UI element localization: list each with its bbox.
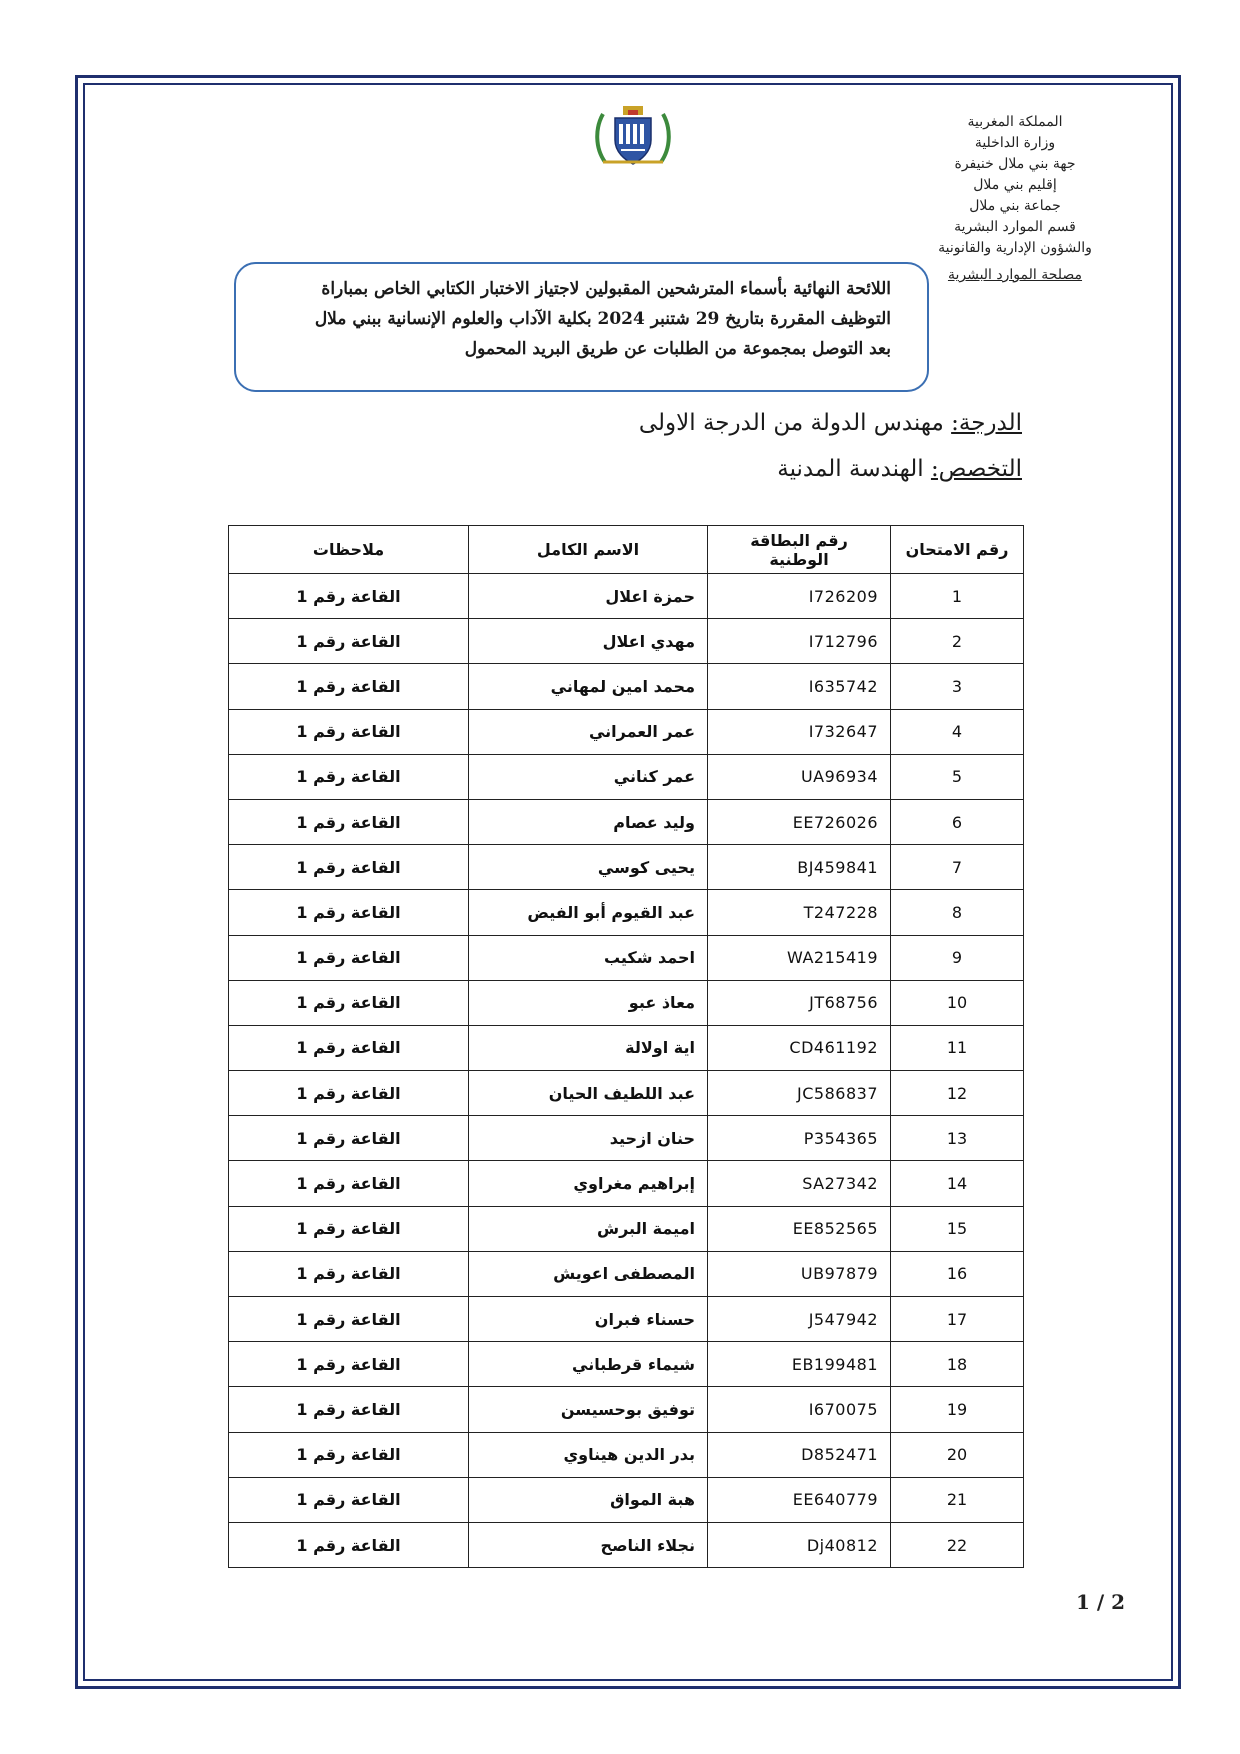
cell-notes: القاعة رقم 1	[229, 1116, 469, 1161]
header-line-commune: جماعة بني ملال	[969, 198, 1061, 214]
cell-exam-number: 21	[891, 1477, 1024, 1522]
document-title-box	[234, 262, 929, 392]
cell-full-name: حمزة اعلال	[469, 574, 708, 619]
cell-national-id: EE640779	[708, 1477, 891, 1522]
cell-full-name: عمر العمراني	[469, 709, 708, 754]
cell-exam-number: 9	[891, 935, 1024, 980]
cell-full-name: اية اولالة	[469, 1025, 708, 1070]
title-line-1: اللائحة النهائية بأسماء المترشحين المقبولين لاجتياز الاختبار الكتابي الخاص بمباراة	[321, 279, 891, 299]
header-notes: ملاحظات	[229, 526, 469, 574]
cell-national-id: I732647	[708, 709, 891, 754]
cell-full-name: مهدي اعلال	[469, 619, 708, 664]
table-row	[229, 664, 1024, 709]
header-service: مصلحة الموارد البشرية	[947, 267, 1083, 283]
cell-notes: القاعة رقم 1	[229, 845, 469, 890]
cell-national-id: EB199481	[708, 1342, 891, 1387]
table-row	[229, 1432, 1024, 1477]
grade-value: مهندس الدولة من الدرجة الاولى	[638, 410, 944, 436]
table-row	[229, 1477, 1024, 1522]
cell-exam-number: 18	[891, 1342, 1024, 1387]
cell-notes: القاعة رقم 1	[229, 709, 469, 754]
table-row	[229, 1522, 1024, 1567]
table-row	[229, 1206, 1024, 1251]
cell-full-name: حنان ازحيد	[469, 1116, 708, 1161]
table-row	[229, 619, 1024, 664]
cell-exam-number: 19	[891, 1387, 1024, 1432]
cell-notes: القاعة رقم 1	[229, 1297, 469, 1342]
cell-exam-number: 15	[891, 1206, 1024, 1251]
cell-notes: القاعة رقم 1	[229, 799, 469, 844]
cell-notes: القاعة رقم 1	[229, 1387, 469, 1432]
cell-full-name: معاذ عبو	[469, 980, 708, 1025]
header-line-ministry: وزارة الداخلية	[974, 135, 1056, 151]
cell-exam-number: 12	[891, 1071, 1024, 1116]
cell-national-id: JT68756	[708, 980, 891, 1025]
cell-notes: القاعة رقم 1	[229, 890, 469, 935]
cell-exam-number: 22	[891, 1522, 1024, 1567]
cell-national-id: WA215419	[708, 935, 891, 980]
cell-exam-number: 13	[891, 1116, 1024, 1161]
administration-header	[900, 112, 1130, 286]
cell-national-id: Dj40812	[708, 1522, 891, 1567]
table-row	[229, 935, 1024, 980]
cell-notes: القاعة رقم 1	[229, 754, 469, 799]
speciality-line	[777, 456, 1022, 482]
table-body	[229, 574, 1024, 1568]
cell-notes: القاعة رقم 1	[229, 1522, 469, 1567]
cell-national-id: T247228	[708, 890, 891, 935]
cell-national-id: D852471	[708, 1432, 891, 1477]
cell-full-name: اميمة البرش	[469, 1206, 708, 1251]
header-exam-number: رقم الامتحان	[891, 526, 1024, 574]
cell-national-id: CD461192	[708, 1025, 891, 1070]
table-row	[229, 890, 1024, 935]
cell-notes: القاعة رقم 1	[229, 980, 469, 1025]
cell-full-name: عمر كناني	[469, 754, 708, 799]
cell-notes: القاعة رقم 1	[229, 664, 469, 709]
cell-notes: القاعة رقم 1	[229, 935, 469, 980]
table-row	[229, 574, 1024, 619]
cell-full-name: حسناء فبران	[469, 1297, 708, 1342]
cell-full-name: وليد عصام	[469, 799, 708, 844]
cell-full-name: يحيى كوسي	[469, 845, 708, 890]
cell-exam-number: 2	[891, 619, 1024, 664]
cell-national-id: EE726026	[708, 799, 891, 844]
header-line-division: قسم الموارد البشرية	[954, 219, 1076, 235]
cell-notes: القاعة رقم 1	[229, 1432, 469, 1477]
table-row	[229, 709, 1024, 754]
cell-exam-number: 16	[891, 1251, 1024, 1296]
cell-notes: القاعة رقم 1	[229, 619, 469, 664]
cell-national-id: UB97879	[708, 1251, 891, 1296]
cell-notes: القاعة رقم 1	[229, 1161, 469, 1206]
cell-exam-number: 14	[891, 1161, 1024, 1206]
table-row	[229, 1025, 1024, 1070]
cell-full-name: محمد امين لمهاني	[469, 664, 708, 709]
cell-notes: القاعة رقم 1	[229, 1477, 469, 1522]
header-line-affairs: والشؤون الإدارية والقانونية	[938, 240, 1092, 256]
table-row	[229, 1297, 1024, 1342]
grade-line	[639, 410, 1022, 436]
table-row	[229, 980, 1024, 1025]
cell-notes: القاعة رقم 1	[229, 1342, 469, 1387]
cell-notes: القاعة رقم 1	[229, 1025, 469, 1070]
table-row	[229, 799, 1024, 844]
cell-notes: القاعة رقم 1	[229, 1206, 469, 1251]
header-line-province: إقليم بني ملال	[973, 177, 1057, 193]
header-full-name: الاسم الكامل	[469, 526, 708, 574]
cell-exam-number: 20	[891, 1432, 1024, 1477]
table-row	[229, 1251, 1024, 1296]
cell-exam-number: 8	[891, 890, 1024, 935]
cell-full-name: هبة المواق	[469, 1477, 708, 1522]
cell-full-name: توفيق بوحسيسن	[469, 1387, 708, 1432]
cell-full-name: نجلاء الناصح	[469, 1522, 708, 1567]
header-line-region: جهة بني ملال خنيفرة	[954, 156, 1076, 172]
cell-exam-number: 11	[891, 1025, 1024, 1070]
cell-national-id: EE852565	[708, 1206, 891, 1251]
cell-full-name: إبراهيم مغراوي	[469, 1161, 708, 1206]
table-row	[229, 1116, 1024, 1161]
cell-full-name: عبد القيوم أبو الفيض	[469, 890, 708, 935]
title-line-3: بعد التوصل بمجموعة من الطلبات عن طريق البريد المحمول	[464, 339, 891, 359]
table-row	[229, 1071, 1024, 1116]
speciality-value: الهندسة المدنية	[777, 456, 924, 482]
cell-notes: القاعة رقم 1	[229, 574, 469, 619]
table-row	[229, 1161, 1024, 1206]
cell-notes: القاعة رقم 1	[229, 1251, 469, 1296]
cell-national-id: P354365	[708, 1116, 891, 1161]
cell-national-id: I726209	[708, 574, 891, 619]
cell-exam-number: 3	[891, 664, 1024, 709]
cell-exam-number: 5	[891, 754, 1024, 799]
cell-notes: القاعة رقم 1	[229, 1071, 469, 1116]
table-row	[229, 1387, 1024, 1432]
municipal-emblem-icon	[593, 100, 673, 170]
cell-exam-number: 6	[891, 799, 1024, 844]
cell-full-name: المصطفى اعويش	[469, 1251, 708, 1296]
cell-exam-number: 10	[891, 980, 1024, 1025]
table-header-row	[229, 526, 1024, 574]
cell-exam-number: 17	[891, 1297, 1024, 1342]
cell-exam-number: 4	[891, 709, 1024, 754]
cell-full-name: عبد اللطيف الحيان	[469, 1071, 708, 1116]
cell-national-id: UA96934	[708, 754, 891, 799]
header-national-id: رقم البطاقة الوطنية	[708, 526, 891, 574]
cell-national-id: BJ459841	[708, 845, 891, 890]
table-row	[229, 754, 1024, 799]
cell-national-id: SA27342	[708, 1161, 891, 1206]
cell-national-id: I670075	[708, 1387, 891, 1432]
cell-exam-number: 7	[891, 845, 1024, 890]
table-row	[229, 845, 1024, 890]
cell-full-name: شيماء قرطباني	[469, 1342, 708, 1387]
page-number: 1 / 2	[1075, 1590, 1125, 1614]
cell-full-name: بدر الدين هيناوي	[469, 1432, 708, 1477]
header-line-kingdom: المملكة المغربية	[967, 114, 1063, 130]
title-line-2: التوظيف المقررة بتاريخ 29 شتنبر 2024 بكلية الآداب والعلوم الإنسانية ببني ملال	[314, 309, 891, 329]
speciality-label: التخصص:	[930, 456, 1022, 482]
table-row	[229, 1342, 1024, 1387]
cell-national-id: JC586837	[708, 1071, 891, 1116]
cell-full-name: احمد شكيب	[469, 935, 708, 980]
candidates-table	[228, 525, 1024, 1568]
cell-national-id: I635742	[708, 664, 891, 709]
cell-national-id: J547942	[708, 1297, 891, 1342]
cell-exam-number: 1	[891, 574, 1024, 619]
cell-national-id: I712796	[708, 619, 891, 664]
grade-label: الدرجة:	[951, 410, 1022, 436]
